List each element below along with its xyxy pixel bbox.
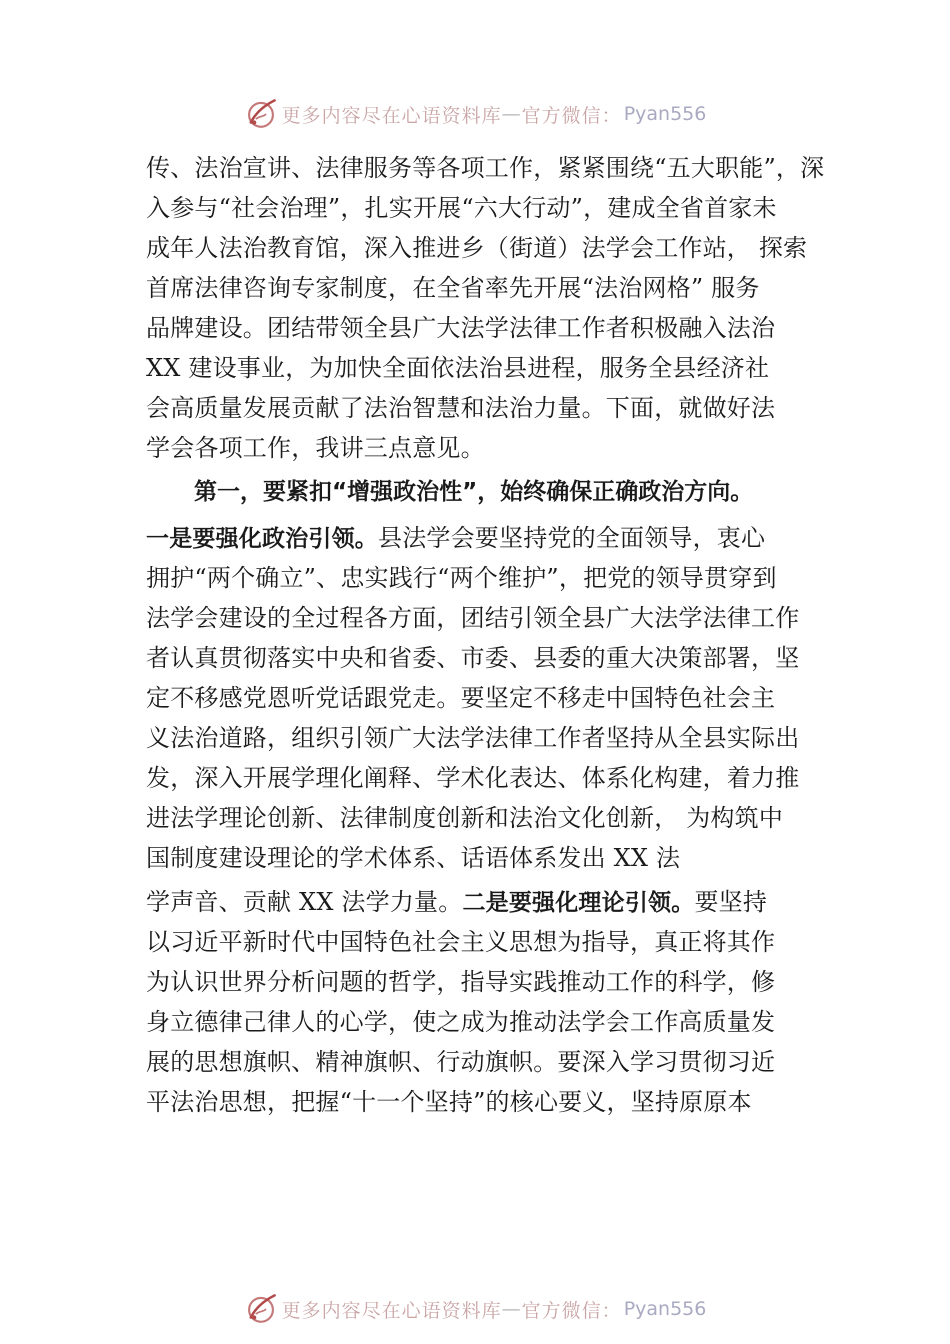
text-line: 者认真贯彻落实中央和省委、市委、县委的重大决策部署，坚 <box>146 644 800 672</box>
paragraph-political-guidance <box>146 518 822 878</box>
paragraph-theory-guidance <box>146 882 822 1122</box>
lead-text: 县法学会要坚持党的全面领导，衷心 <box>378 524 766 552</box>
text-line: 传、法治宣讲、法律服务等各项工作，紧紧围绕“五大职能”，深 <box>146 154 825 182</box>
bold-lead-text: 二是要强化理论引领。 <box>462 890 695 916</box>
text-line: 成年人法治教育馆，深入推进乡（街道）法学会工作站， 探索 <box>146 234 808 262</box>
lead-text: 学声音、贡献 XX 法学力量。 <box>146 888 463 916</box>
footer-watermark <box>0 1289 950 1329</box>
text-line: XX 建设事业，为加快全面依法治县进程，服务全县经济社 <box>146 354 770 382</box>
text-line: 定不移感党恩听党话跟党走。要坚定不移走中国特色社会主 <box>146 684 776 712</box>
text-line: 义法治道路，组织引领广大法学法律工作者坚持从全县实际出 <box>146 724 800 752</box>
text-line: 入参与“社会治理”，扎实开展“六大行动”，建成全省首家未 <box>146 194 777 222</box>
watermark-text: 更多内容尽在心语资料库 <box>281 1299 502 1322</box>
text-line: 进法学理论创新、法律制度创新和法治文化创新， 为构筑中 <box>146 804 784 832</box>
text-line: 为认识世界分析问题的哲学，指导实践推动工作的科学，修 <box>146 968 776 996</box>
watermark-separator: — <box>501 1298 522 1320</box>
text-line: 平法治思想，把握“十一个坚持”的核心要义，坚持原原本 <box>146 1088 752 1116</box>
paragraph-intro <box>146 148 825 468</box>
text-line: 发，深入开展学理化阐释、学术化表达、体系化构建，着力推 <box>146 764 800 792</box>
bold-lead-text: 一是要强化政治引领。 <box>146 526 378 552</box>
watermark-text: 更多内容尽在心语资料库 <box>281 104 502 127</box>
watermark-separator: — <box>501 103 522 125</box>
text-line <box>146 882 822 922</box>
brush-logo-icon <box>244 97 278 131</box>
text-line: 品牌建设。团结带领全县广大法学法律工作者积极融入法治 <box>146 314 776 342</box>
text-line <box>146 518 822 558</box>
watermark-wechat-id: Pyan556 <box>623 103 707 125</box>
lead-text-after: 要坚持 <box>694 888 768 916</box>
text-line: 法学会建设的全过程各方面，团结引领全县广大法学法律工作 <box>146 604 800 632</box>
watermark-label: 官方微信： <box>521 104 622 127</box>
watermark-label: 官方微信： <box>521 1299 622 1322</box>
text-line: 学会各项工作，我讲三点意见。 <box>146 434 485 462</box>
text-line: 首席法律咨询专家制度，在全省率先开展“法治网格” 服务 <box>146 274 760 302</box>
watermark-wechat-id: Pyan556 <box>623 1298 707 1320</box>
text-line: 身立德律己律人的心学，使之成为推动法学会工作高质量发 <box>146 1008 776 1036</box>
text-line: 展的思想旗帜、精神旗帜、行动旗帜。要深入学习贯彻习近 <box>146 1048 776 1076</box>
section-heading: 第一，要紧扣“增强政治性”，始终确保正确政治方向。 <box>194 479 754 505</box>
text-line: 以习近平新时代中国特色社会主义思想为指导，真正将其作 <box>146 928 776 956</box>
brush-logo-icon <box>244 1292 278 1326</box>
text-line: 国制度建设理论的学术体系、话语体系发出 XX 法 <box>146 844 681 872</box>
text-line: 会高质量发展贡献了法治智慧和法治力量。下面，就做好法 <box>146 394 776 422</box>
text-line: 拥护“两个确立”、忠实践行“两个维护”，把党的领导贯穿到 <box>146 564 777 592</box>
header-watermark <box>0 94 950 134</box>
